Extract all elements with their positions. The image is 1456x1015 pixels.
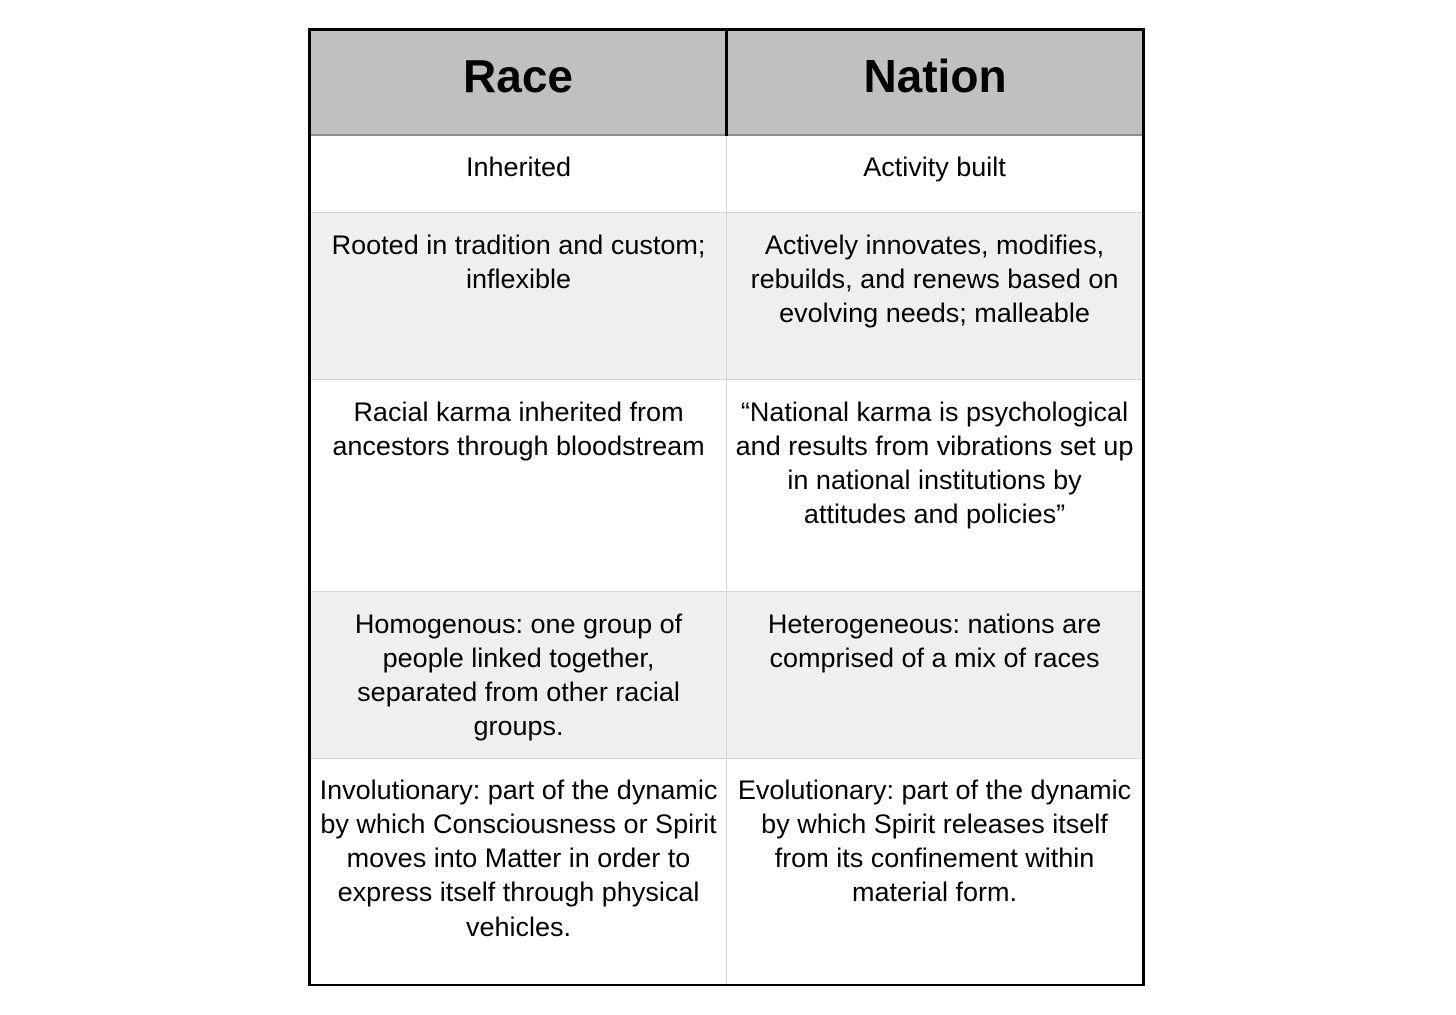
- race-nation-comparison-table: [311, 31, 1142, 984]
- table-row: [311, 758, 1142, 984]
- nation-column-header: Nation: [727, 31, 1143, 135]
- nation-cell: Activity built: [727, 135, 1143, 212]
- table-row: [311, 591, 1142, 758]
- race-cell: Inherited: [311, 135, 727, 212]
- table-row: [311, 379, 1142, 591]
- nation-cell: “National karma is psychological and results from vibrations set up in national institutions by attitudes and policies”: [727, 379, 1143, 591]
- table-header-row: [311, 31, 1142, 135]
- nation-cell: Actively innovates, modifies, rebuilds, and renews based on evolving needs; malleable: [727, 212, 1143, 379]
- race-cell: Racial karma inherited from ancestors through bloodstream: [311, 379, 727, 591]
- race-cell: Homogenous: one group of people linked together, separated from other racial groups.: [311, 591, 727, 758]
- nation-cell: Evolutionary: part of the dynamic by which Spirit releases itself from its confinement within material form.: [727, 758, 1143, 984]
- comparison-table-frame: [308, 28, 1145, 986]
- race-column-header: Race: [311, 31, 727, 135]
- table-row: [311, 212, 1142, 379]
- race-cell: Involutionary: part of the dynamic by which Consciousness or Spirit moves into Matter in order to express itself through physical vehicles.: [311, 758, 727, 984]
- nation-cell: Heterogeneous: nations are comprised of a mix of races: [727, 591, 1143, 758]
- table-row: [311, 135, 1142, 212]
- race-cell: Rooted in tradition and custom; inflexible: [311, 212, 727, 379]
